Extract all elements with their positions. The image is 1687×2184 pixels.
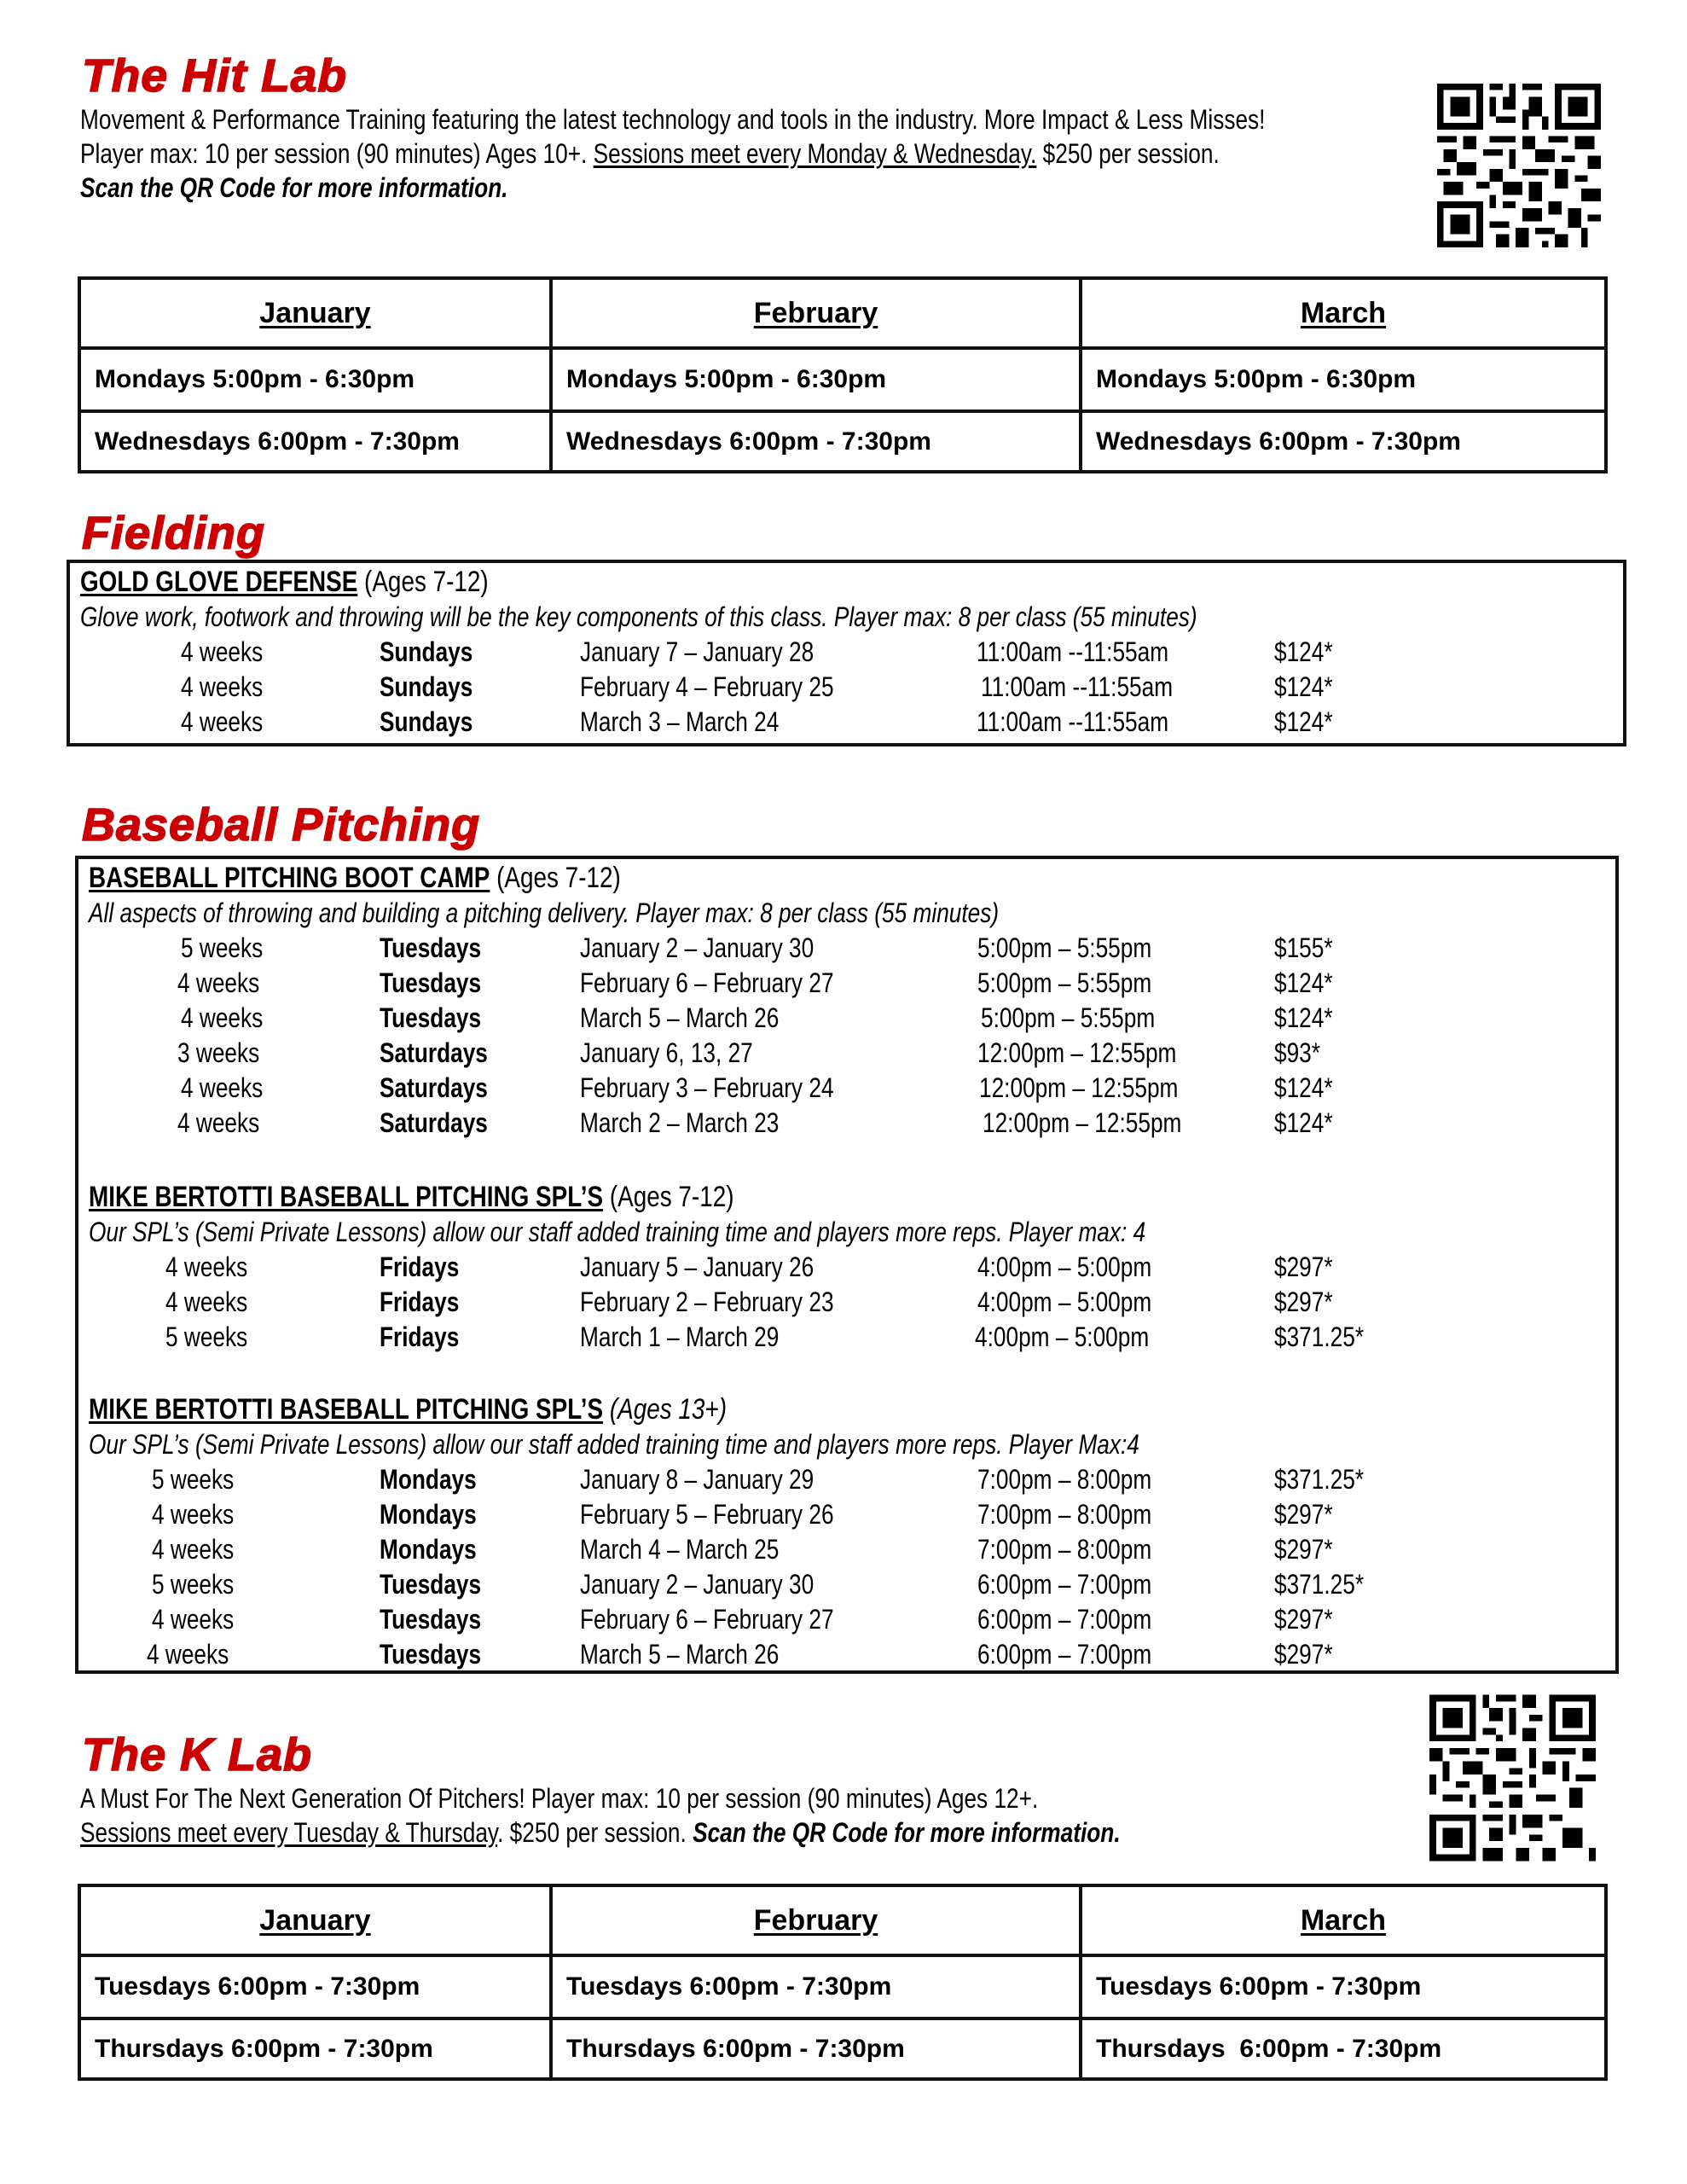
class-ages: (Ages 7-12): [603, 1181, 734, 1213]
hit-lab-scan-note: Scan the QR Code for more information.: [80, 172, 508, 203]
session-price: $124*: [1274, 671, 1333, 702]
pitching-class-box: [75, 856, 1619, 1674]
k-lab-desc-line2: [80, 1815, 1121, 1850]
class-heading: [89, 861, 738, 895]
class-ages: (Ages 7-12): [357, 566, 489, 598]
session-price: $297*: [1274, 1604, 1333, 1635]
session-day: Fridays: [380, 1252, 460, 1282]
session-price: $124*: [1274, 1072, 1333, 1103]
hit-lab-price: $250 per session.: [1036, 138, 1220, 169]
session-time: 11:00am --11:55am: [977, 636, 1169, 667]
session-weeks: 4 weeks: [177, 967, 260, 998]
class-ages: (Ages 7-12): [490, 862, 621, 894]
session-weeks: 5 weeks: [152, 1569, 235, 1600]
hit-lab-title: The Hit Lab: [82, 50, 348, 102]
session-weeks: 4 weeks: [181, 671, 264, 702]
table-cell: Wednesdays 6:00pm - 7:30pm: [551, 411, 1081, 472]
k-lab-scan-note: Scan the QR Code for more information.: [693, 1817, 1121, 1848]
session-time: 11:00am --11:55am: [977, 706, 1169, 737]
session-dates: January 2 – January 30: [580, 1569, 815, 1600]
session-time: 7:00pm – 8:00pm: [977, 1499, 1152, 1530]
session-time: 4:00pm – 5:00pm: [975, 1321, 1150, 1352]
hit-lab-desc-player-max: Player max: 10 per session (90 minutes) Ages 10+.: [80, 138, 594, 169]
session-weeks: 4 weeks: [181, 706, 264, 737]
table-cell: Tuesdays 6:00pm - 7:30pm: [551, 1955, 1081, 2018]
fielding-title: Fielding: [82, 508, 265, 559]
session-time: 6:00pm – 7:00pm: [977, 1639, 1152, 1670]
session_price: $124*: [1274, 1107, 1333, 1138]
fielding-class-box: [67, 560, 1626, 746]
session-day: Tuesdays: [380, 967, 482, 998]
table-header-row: [79, 278, 1606, 348]
table-cell: Thursdays 6:00pm - 7:30pm: [551, 2018, 1081, 2079]
k-lab-description: [80, 1781, 1348, 1850]
class-heading: [89, 1180, 876, 1214]
session-time: 7:00pm – 8:00pm: [977, 1534, 1152, 1565]
session-price: $371.25*: [1274, 1321, 1365, 1352]
class-name: GOLD GLOVE DEFENSE: [80, 566, 358, 598]
session-day: Tuesdays: [380, 1002, 482, 1033]
session-dates: March 2 – March 23: [580, 1107, 780, 1138]
class-name: MIKE BERTOTTI BASEBALL PITCHING SPL’S: [89, 1393, 604, 1426]
session-weeks: 4 weeks: [147, 1639, 229, 1670]
session-price: $297*: [1274, 1287, 1333, 1317]
header-february: February: [551, 278, 1081, 348]
session-weeks: 4 weeks: [152, 1534, 235, 1565]
session-price: $124*: [1274, 636, 1333, 667]
session-day: Saturdays: [380, 1037, 488, 1068]
session-price: $297*: [1274, 1639, 1333, 1670]
session-weeks: 5 weeks: [181, 932, 264, 963]
session-price: $371.25*: [1274, 1569, 1365, 1600]
session-day: Mondays: [380, 1499, 477, 1530]
session-time: 5:00pm – 5:55pm: [977, 967, 1152, 998]
session-day: Sundays: [380, 671, 473, 702]
session-day: Mondays: [380, 1464, 477, 1495]
header-january: January: [79, 1885, 551, 1955]
class-description: Our SPL’s (Semi Private Lessons) allow our staff added training time and players more reps. Player max: 4: [89, 1217, 1146, 1247]
session-weeks: 4 weeks: [181, 636, 264, 667]
session-dates: February 2 – February 23: [580, 1287, 834, 1317]
header-february: February: [551, 1885, 1081, 1955]
hit-lab-sessions-schedule: Sessions meet every Monday & Wednesday.: [593, 138, 1037, 169]
k-lab-desc-line1: A Must For The Next Generation Of Pitchers! Player max: 10 per session (90 minutes) Ages 12+.: [80, 1783, 1039, 1814]
session-dates: February 5 – February 26: [580, 1499, 834, 1530]
session-day: Saturdays: [380, 1072, 488, 1103]
table-cell: Tuesdays 6:00pm - 7:30pm: [1081, 1955, 1606, 2018]
table-cell: Tuesdays 6:00pm - 7:30pm: [79, 1955, 551, 2018]
class-description: Our SPL’s (Semi Private Lessons) allow our staff added training time and players more reps. Player Max:4: [89, 1429, 1139, 1460]
session-weeks: 4 weeks: [152, 1604, 235, 1635]
session-time: 6:00pm – 7:00pm: [977, 1604, 1152, 1635]
session-day: Fridays: [380, 1287, 460, 1317]
session-price: $371.25*: [1274, 1464, 1365, 1495]
table-header-row: [79, 1885, 1606, 1955]
table-row: [79, 348, 1606, 411]
session-weeks: 4 weeks: [165, 1252, 248, 1282]
class-heading: [89, 1392, 867, 1426]
session-dates: February 6 – February 27: [580, 967, 834, 998]
table-cell: Mondays 5:00pm - 6:30pm: [79, 348, 551, 411]
session-weeks: 5 weeks: [152, 1464, 235, 1495]
qr-code-icon: [1437, 84, 1601, 247]
session-price: $93*: [1274, 1037, 1320, 1068]
session-dates: March 5 – March 26: [580, 1639, 780, 1670]
session-dates: February 4 – February 25: [580, 671, 834, 702]
header-march: March: [1081, 1885, 1606, 1955]
session-dates: February 6 – February 27: [580, 1604, 834, 1635]
table-cell: Wednesdays 6:00pm - 7:30pm: [79, 411, 551, 472]
class-heading: [80, 565, 578, 599]
pitching-title: Baseball Pitching: [82, 799, 481, 851]
session-dates: February 3 – February 24: [580, 1072, 834, 1103]
session-time: 12:00pm – 12:55pm: [977, 1037, 1177, 1068]
session-dates: March 5 – March 26: [580, 1002, 780, 1033]
session-day: Mondays: [380, 1534, 477, 1565]
session-price: $297*: [1274, 1534, 1333, 1565]
session-time: 12:00pm – 12:55pm: [979, 1072, 1179, 1103]
table-cell: Mondays 5:00pm - 6:30pm: [1081, 348, 1606, 411]
session-day: Saturdays: [380, 1107, 488, 1138]
session-time: 5:00pm – 5:55pm: [977, 932, 1152, 963]
session-time: 4:00pm – 5:00pm: [977, 1252, 1152, 1282]
session-dates: March 1 – March 29: [580, 1321, 780, 1352]
k-lab-qr-code-icon[interactable]: [1429, 1694, 1596, 1862]
class-name: MIKE BERTOTTI BASEBALL PITCHING SPL’S: [89, 1181, 604, 1213]
table-cell: Wednesdays 6:00pm - 7:30pm: [1081, 411, 1606, 472]
session-weeks: 4 weeks: [152, 1499, 235, 1530]
session-price: $124*: [1274, 967, 1333, 998]
session-weeks: 4 weeks: [177, 1107, 260, 1138]
session-weeks: 4 weeks: [181, 1002, 264, 1033]
session-price: $155*: [1274, 932, 1333, 963]
session-weeks: 4 weeks: [181, 1072, 264, 1103]
session-dates: January 5 – January 26: [580, 1252, 815, 1282]
session-dates: January 2 – January 30: [580, 932, 815, 963]
session-time: 4:00pm – 5:00pm: [977, 1287, 1152, 1317]
session-day: Tuesdays: [380, 1569, 482, 1600]
session-time: 11:00am --11:55am: [981, 671, 1174, 702]
k-lab-price: . $250 per session.: [497, 1817, 693, 1848]
class-description: All aspects of throwing and building a pitching delivery. Player max: 8 per class (55 minutes): [89, 897, 1000, 928]
table-row: [79, 411, 1606, 472]
hit-lab-description: [80, 102, 1525, 205]
session-day: Tuesdays: [380, 1604, 482, 1635]
class-name: BASEBALL PITCHING BOOT CAMP: [89, 862, 490, 894]
table-cell: Thursdays 6:00pm - 7:30pm: [1081, 2018, 1606, 2079]
session-time: 7:00pm – 8:00pm: [977, 1464, 1152, 1495]
class-ages: (Ages 13+): [603, 1393, 727, 1426]
session-time: 12:00pm – 12:55pm: [983, 1107, 1182, 1138]
session-weeks: 5 weeks: [165, 1321, 248, 1352]
session-price: $124*: [1274, 706, 1333, 737]
k-lab-title: The K Lab: [82, 1729, 313, 1780]
k-lab-sessions-schedule: Sessions meet every Tuesday & Thursday: [80, 1817, 498, 1848]
hit-lab-schedule-table: [78, 276, 1608, 473]
session-dates: January 6, 13, 27: [580, 1037, 753, 1068]
session-dates: January 8 – January 29: [580, 1464, 815, 1495]
session-dates: March 3 – March 24: [580, 706, 780, 737]
table-row: [79, 1955, 1606, 2018]
session-day: Tuesdays: [380, 932, 482, 963]
table-cell: Thursdays 6:00pm - 7:30pm: [79, 2018, 551, 2079]
session-price: $297*: [1274, 1252, 1333, 1282]
class-description: Glove work, footwork and throwing will be the key components of this class. Player max: 8 per class (55 minutes): [80, 601, 1197, 632]
session-day: Tuesdays: [380, 1639, 482, 1670]
session-dates: March 4 – March 25: [580, 1534, 780, 1565]
table-row: [79, 2018, 1606, 2079]
session-day: Fridays: [380, 1321, 460, 1352]
session-dates: January 7 – January 28: [580, 636, 815, 667]
session-time: 5:00pm – 5:55pm: [981, 1002, 1156, 1033]
table-cell: Mondays 5:00pm - 6:30pm: [551, 348, 1081, 411]
hit-lab-desc-line1: Movement & Performance Training featuring the latest technology and tools in the industry. More Impact & Less Misses!: [80, 104, 1266, 135]
session-time: 6:00pm – 7:00pm: [977, 1569, 1152, 1600]
session-day: Sundays: [380, 706, 473, 737]
hit-lab-desc-line2: [80, 136, 1265, 171]
session-weeks: 4 weeks: [165, 1287, 248, 1317]
hit-lab-qr-code-icon[interactable]: [1437, 84, 1601, 247]
qr-code-icon: [1429, 1694, 1596, 1862]
k-lab-schedule-table: [78, 1884, 1608, 2081]
session-price: $124*: [1274, 1002, 1333, 1033]
session-weeks: 3 weeks: [177, 1037, 260, 1068]
header-march: March: [1081, 278, 1606, 348]
session-day: Sundays: [380, 636, 473, 667]
header-january: January: [79, 278, 551, 348]
session-price: $297*: [1274, 1499, 1333, 1530]
